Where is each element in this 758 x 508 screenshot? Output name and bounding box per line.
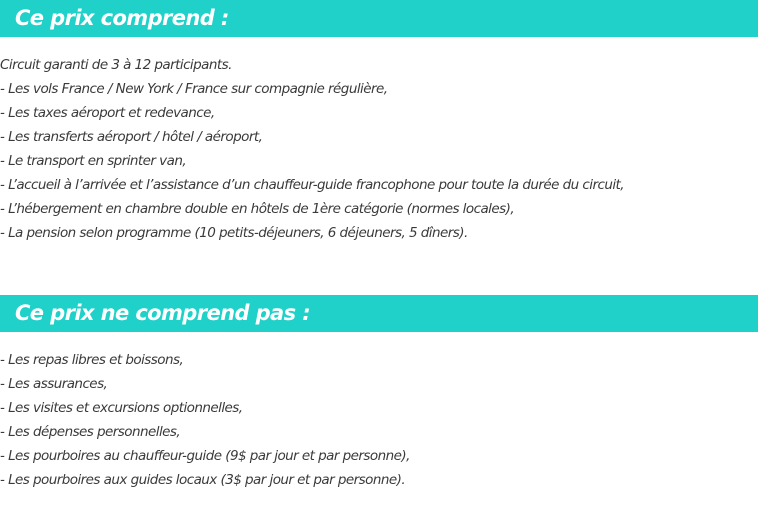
list-item: - L’hébergement en chambre double en hôtels de 1ère catégorie (normes locales), [0,201,515,217]
list-item: - Les pourboires au chauffeur-guide (9$ par jour et par personne), [0,448,410,464]
list-item: Circuit garanti de 3 à 12 participants. [0,57,232,73]
list-item: - Les transferts aéroport / hôtel / aéroport, [0,129,263,145]
list-item: - Le transport en sprinter van, [0,153,187,169]
list-item: - Les pourboires aux guides locaux (3$ par jour et par personne). [0,472,406,488]
excludes-list [0,348,758,492]
includes-list [0,53,758,245]
list-item: - La pension selon programme (10 petits-déjeuners, 6 déjeuners, 5 dîners). [0,225,468,241]
includes-section-title: Ce prix comprend : [0,0,758,37]
list-item: - Les taxes aéroport et redevance, [0,105,215,121]
list-item: - Les vols France / New York / France sur compagnie régulière, [0,81,388,97]
excludes-section-title: Ce prix ne comprend pas : [0,295,758,332]
list-item: - L’accueil à l’arrivée et l’assistance d’un chauffeur-guide francophone pour toute la durée du circuit, [0,177,625,193]
list-item: - Les visites et excursions optionnelles, [0,400,243,416]
list-item: - Les dépenses personnelles, [0,424,181,440]
list-item: - Les repas libres et boissons, [0,352,184,368]
list-item: - Les assurances, [0,376,108,392]
